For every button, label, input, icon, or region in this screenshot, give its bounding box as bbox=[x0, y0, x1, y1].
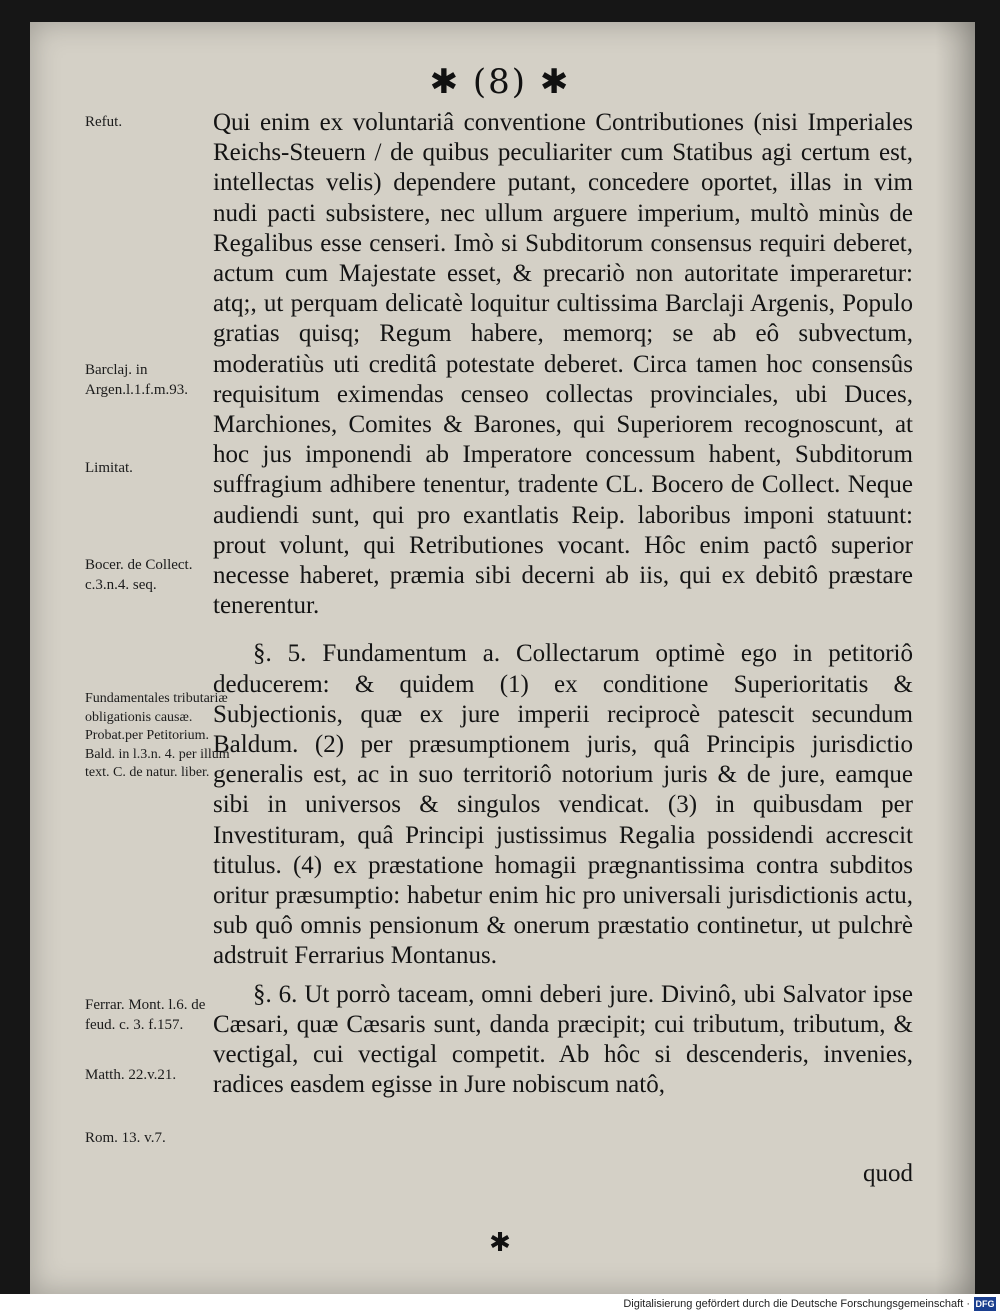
margin-note-limitat: Limitat. bbox=[85, 460, 133, 476]
margin-note-fundamentales: Fundamentales tributariæ obligationis causæ. Probat.per Petitorium. Bald. in l.3.n. 4. per illum text. C. de natur. liber. bbox=[85, 691, 230, 781]
margin-note-rom: Rom. 13. v.7. bbox=[85, 1130, 166, 1146]
margin-note-matth: Matth. 22.v.21. bbox=[85, 1067, 177, 1083]
margin-note-refut: Refut. bbox=[85, 114, 123, 130]
catchword: quod bbox=[863, 1160, 913, 1187]
paragraph-refutation: Qui enim ex voluntariâ conventione Contributiones (nisi Imperiales Reichs-Steuern / de quibus peculiariter cum Statibus agi certum est, intellectas velis) dependere putant, concedere oportet, illas in vim nudi pacti subsistere, nec ullum arguere imperium, multò minùs de Regalibus esse censeri. Imò si Subditorum consensus requiri deberet, actum cum Majestate esset, & precariò non autoritate imperaretur: atq;, ut perquam delicatè loquitur cultissima Barclaji Argenis, Populo gratias quisq; Regum habere, memorq; se ab eô subvectum, moderatiùs uti creditâ potestate deberet. Circa tamen hoc consensûs requisitum eximendas censeo collectas provinciales, ubi Duces, Marchiones, Comites & Barones, qui Superiorem recognoscunt, at hoc jus imponendi ab Imperatore concessum habent, Subditorum suffragium adhibere tenentur, tradente CL. Bocero de Collect. Neque audiendi sunt, qui pro exantlatis Reip. laboribus imponi statuunt: prout volunt, qui Retributiones vocant. Hôc enim pactô superior necesse haberet, præmia sibi decerni ab iis, qui ex debitô præstare tenerentur. bbox=[213, 109, 913, 620]
margin-note-ferrar: Ferrar. Mont. l.6. de feud. c. 3. f.157. bbox=[85, 997, 206, 1033]
paragraph-section-5: §. 5. Fundamentum a. Collectarum optimè ego in petitoriô deducerem: & quidem (1) ex conditione Superioritatis & Subjectionis, quæ ex jure imperii reciprocè patescit secundum Baldum. (2) per præsumptionem juris, quâ Principis jurisdictio generalis est, ac in suo territoriô notorium juris & de jure, eamque sibi in universos & singulos vendicat. (3) in quibusdam per Investituram, quâ Principi justissimus Regalia possidendi accrescit titulus. (4) ex præstatione homagii prægnantissima contra subditos oritur præsumptio: habetur enim hic pro universali jurisdictionis actu, sub quô omnis pensionum & onerum præstatio continetur, ut pulchrè adstruit Ferrarius Montanus. bbox=[213, 640, 913, 970]
main-text bbox=[213, 108, 913, 1101]
paragraph-section-6: §. 6. Ut porrò taceam, omni deberi jure. Divinô, ubi Salvator ipse Cæsari, quæ Cæsaris sunt, danda præcipit; cui tributum, tributum, & vectigal, cui vectigal competit. Ab hôc si descenderis, invenies, radices easdem egisse in Jure nobiscum natô, bbox=[213, 980, 913, 1099]
margin-note-bocer: Bocer. de Collect. c.3.n.4. seq. bbox=[85, 557, 193, 593]
digitization-credit: Digitalisierung gefördert durch die Deutsche Forschungsgemeinschaft · bbox=[623, 1298, 970, 1310]
dfg-logo: DFG bbox=[975, 1299, 995, 1309]
margin-note-barclaj: Barclaj. in Argen.l.1.f.m.93. bbox=[85, 362, 189, 398]
footer-ornament: ✱ bbox=[489, 1228, 511, 1258]
gutter-shadow bbox=[935, 22, 975, 1294]
page-number-header: ✱ (8) ✱ bbox=[429, 62, 571, 102]
